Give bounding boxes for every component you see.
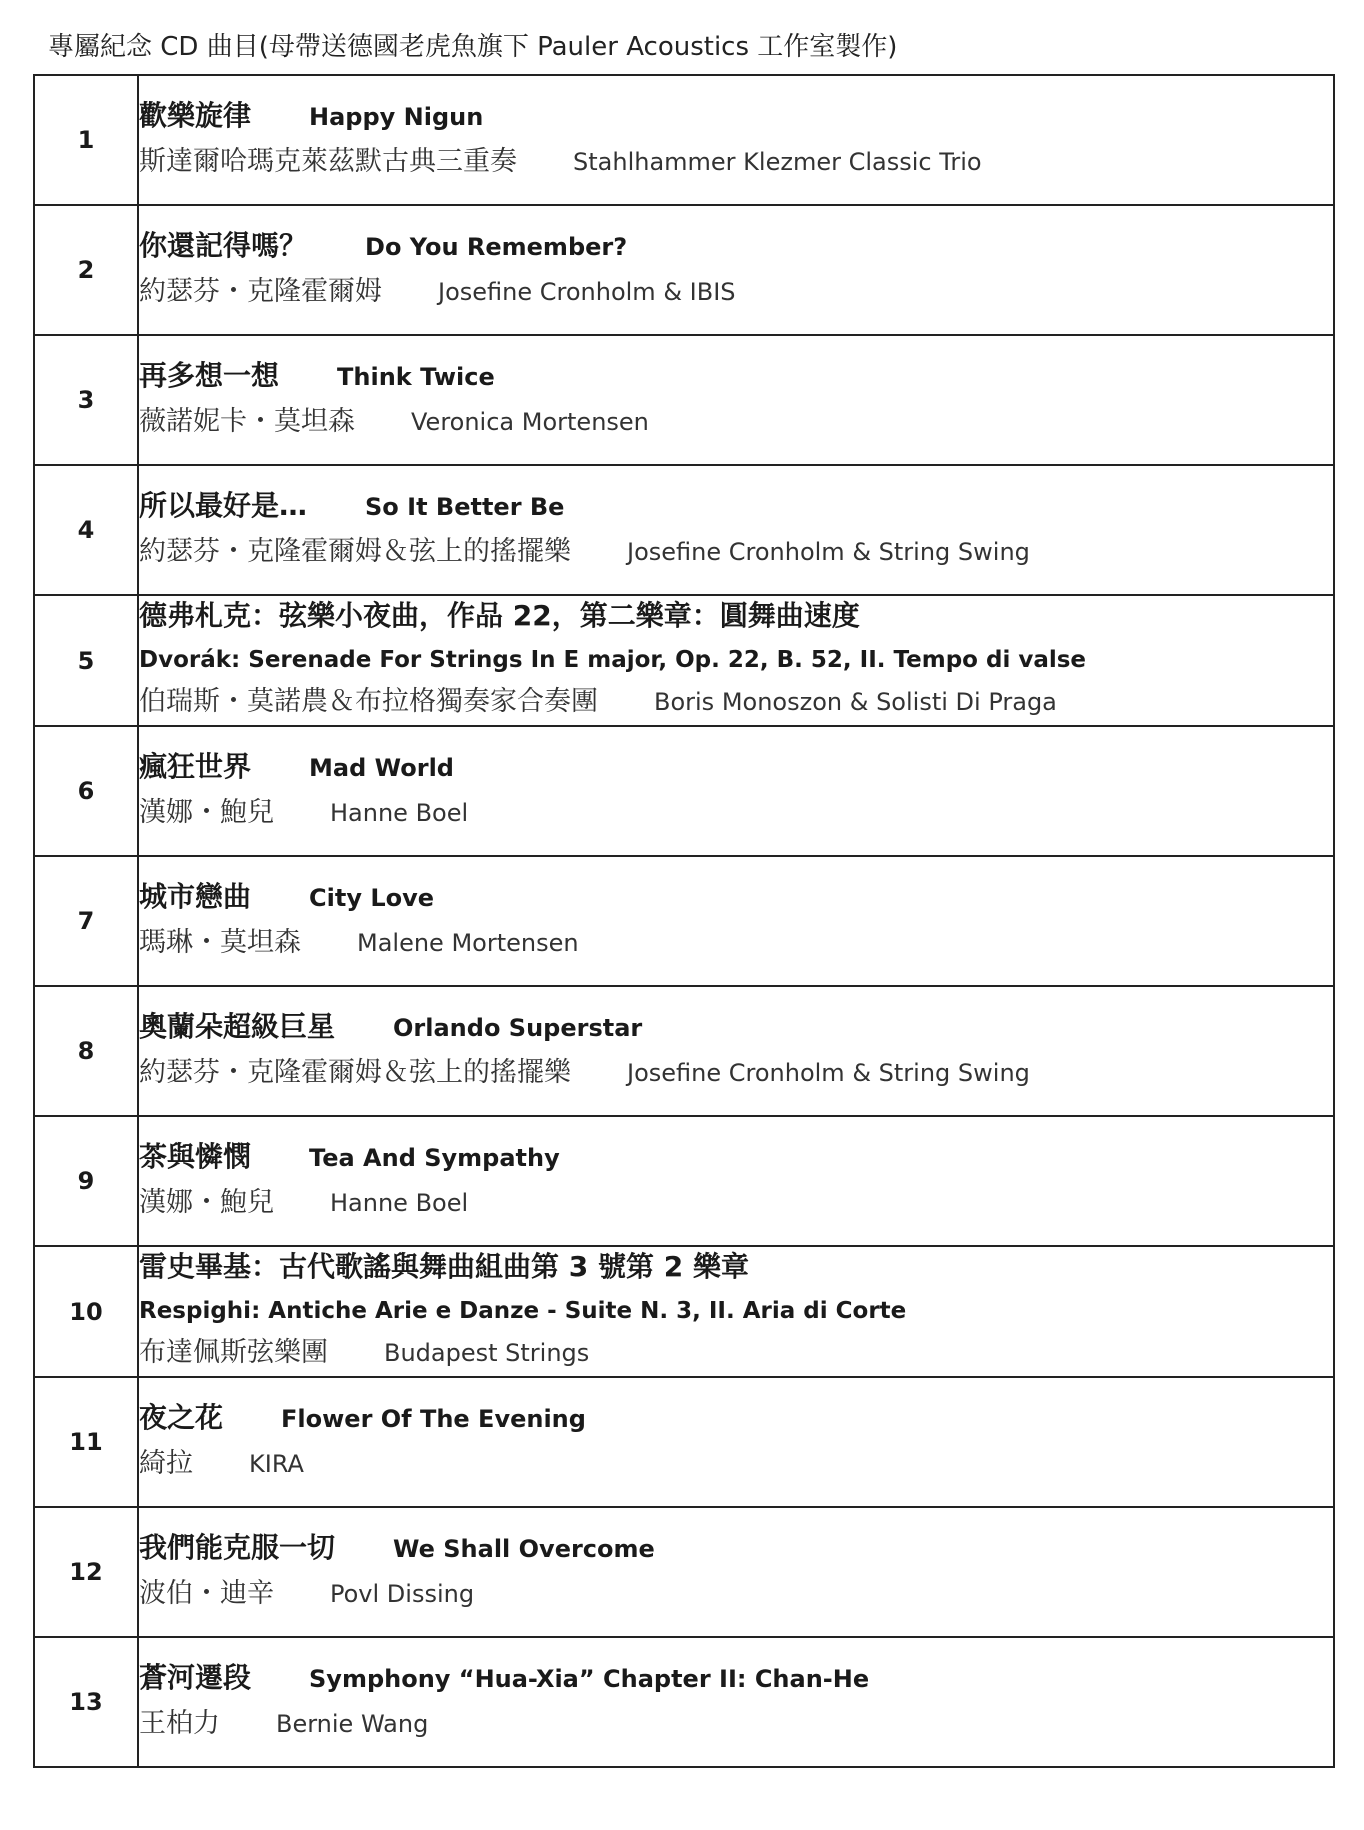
track-info — [138, 205, 1334, 335]
tracklist-table — [33, 74, 1335, 1768]
track-artist-en: Hanne Boel — [330, 798, 469, 827]
track-title-zh: 我們能克服一切 — [139, 1530, 336, 1564]
track-title-en: Do You Remember? — [365, 232, 628, 261]
track-title-zh: 再多想一想 — [139, 358, 280, 392]
track-title-en: Dvorák: Serenade For Strings In E major, Op. 22, B. 52, II. Tempo di valse — [139, 647, 1087, 673]
track-number: 13 — [34, 1637, 138, 1767]
track-artist-zh: 綺拉 — [139, 1447, 193, 1479]
track-number: 2 — [34, 205, 138, 335]
track-artist-zh: 約瑟芬・克隆霍爾姆 — [139, 275, 382, 307]
track-title-zh: 瘋狂世界 — [139, 749, 252, 783]
track-artist-zh: 漢娜・鮑兒 — [139, 1186, 274, 1218]
track-artist-zh: 瑪琳・莫坦森 — [139, 926, 301, 958]
track-number: 7 — [34, 856, 138, 986]
track-artist-en: Budapest Strings — [384, 1339, 590, 1367]
track-info — [138, 595, 1334, 726]
table-row — [34, 1637, 1334, 1767]
track-title-en: Think Twice — [337, 362, 495, 391]
track-title-zh: 德弗札克：弦樂小夜曲，作品 22，第二樂章：圓舞曲速度 — [139, 599, 860, 632]
track-number: 8 — [34, 986, 138, 1116]
table-row — [34, 205, 1334, 335]
track-artist-zh: 王柏力 — [139, 1707, 220, 1739]
track-number: 4 — [34, 465, 138, 595]
track-title-en: Tea And Sympathy — [309, 1143, 560, 1172]
track-title-en: Mad World — [309, 753, 454, 782]
track-artist-zh: 布達佩斯弦樂團 — [139, 1337, 328, 1368]
track-info — [138, 75, 1334, 205]
track-number: 12 — [34, 1507, 138, 1637]
track-artist-zh: 漢娜・鮑兒 — [139, 796, 274, 828]
track-artist-zh: 伯瑞斯・莫諾農＆布拉格獨奏家合奏團 — [139, 686, 598, 717]
track-artist-en: Stahlhammer Klezmer Classic Trio — [573, 147, 982, 176]
track-artist-en: Bernie Wang — [276, 1709, 429, 1738]
track-artist-en: Malene Mortensen — [357, 928, 579, 957]
track-title-zh: 奧蘭朵超級巨星 — [139, 1009, 336, 1043]
track-artist-en: Josefine Cronholm & IBIS — [438, 277, 736, 306]
table-row — [34, 1116, 1334, 1246]
track-title-en: Happy Nigun — [309, 102, 484, 131]
track-artist-en: Josefine Cronholm & String Swing — [627, 1058, 1030, 1087]
table-row — [34, 1507, 1334, 1637]
track-title-zh: 茶與憐憫 — [139, 1139, 252, 1173]
track-number: 11 — [34, 1377, 138, 1507]
track-title-zh: 城市戀曲 — [139, 879, 252, 913]
track-artist-en: KIRA — [249, 1449, 304, 1478]
table-row — [34, 726, 1334, 856]
track-title-en: So It Better Be — [365, 492, 565, 521]
track-info — [138, 335, 1334, 465]
track-title-en: Orlando Superstar — [393, 1013, 643, 1042]
track-info — [138, 1637, 1334, 1767]
table-row — [34, 75, 1334, 205]
track-artist-zh: 斯達爾哈瑪克萊茲默古典三重奏 — [139, 145, 517, 177]
track-artist-zh: 約瑟芬・克隆霍爾姆＆弦上的搖擺樂 — [139, 1056, 571, 1088]
track-info — [138, 1377, 1334, 1507]
track-number: 9 — [34, 1116, 138, 1246]
page-title: 專屬紀念 CD 曲目(母帶送德國老虎魚旗下 Pauler Acoustics 工作室製作) — [48, 32, 898, 62]
track-artist-en: Josefine Cronholm & String Swing — [627, 537, 1030, 566]
track-artist-en: Hanne Boel — [330, 1188, 469, 1217]
track-info — [138, 856, 1334, 986]
track-info — [138, 726, 1334, 856]
table-row — [34, 856, 1334, 986]
track-artist-en: Boris Monoszon & Solisti Di Praga — [654, 688, 1057, 716]
track-title-zh: 你還記得嗎？ — [139, 228, 308, 262]
track-number: 6 — [34, 726, 138, 856]
table-row — [34, 1246, 1334, 1377]
table-row — [34, 465, 1334, 595]
track-artist-zh: 約瑟芬・克隆霍爾姆＆弦上的搖擺樂 — [139, 535, 571, 567]
track-title-zh: 蒼河遷段 — [139, 1660, 252, 1694]
track-number: 3 — [34, 335, 138, 465]
track-info — [138, 1246, 1334, 1377]
track-title-zh: 夜之花 — [139, 1400, 224, 1434]
track-info — [138, 465, 1334, 595]
table-row — [34, 1377, 1334, 1507]
track-title-en: Symphony “Hua-Xia” Chapter II: Chan-He — [309, 1664, 870, 1693]
track-artist-zh: 波伯・迪辛 — [139, 1577, 274, 1609]
track-number: 1 — [34, 75, 138, 205]
track-title-en: Flower Of The Evening — [281, 1404, 586, 1433]
table-row — [34, 986, 1334, 1116]
track-number: 5 — [34, 595, 138, 726]
track-title-en: Respighi: Antiche Arie e Danze - Suite N. 3, II. Aria di Corte — [139, 1298, 907, 1324]
track-artist-en: Povl Dissing — [330, 1579, 475, 1608]
track-info — [138, 986, 1334, 1116]
track-info — [138, 1507, 1334, 1637]
table-row — [34, 335, 1334, 465]
track-artist-en: Veronica Mortensen — [411, 407, 649, 436]
track-number: 10 — [34, 1246, 138, 1377]
track-info — [138, 1116, 1334, 1246]
track-title-zh: 雷史畢基：古代歌謠與舞曲組曲第 3 號第 2 樂章 — [139, 1250, 749, 1283]
table-row — [34, 595, 1334, 726]
track-title-zh: 歡樂旋律 — [139, 98, 252, 132]
track-title-zh: 所以最好是… — [139, 488, 308, 522]
track-title-en: We Shall Overcome — [393, 1534, 655, 1563]
track-artist-zh: 薇諾妮卡・莫坦森 — [139, 405, 355, 437]
track-title-en: City Love — [309, 883, 435, 912]
